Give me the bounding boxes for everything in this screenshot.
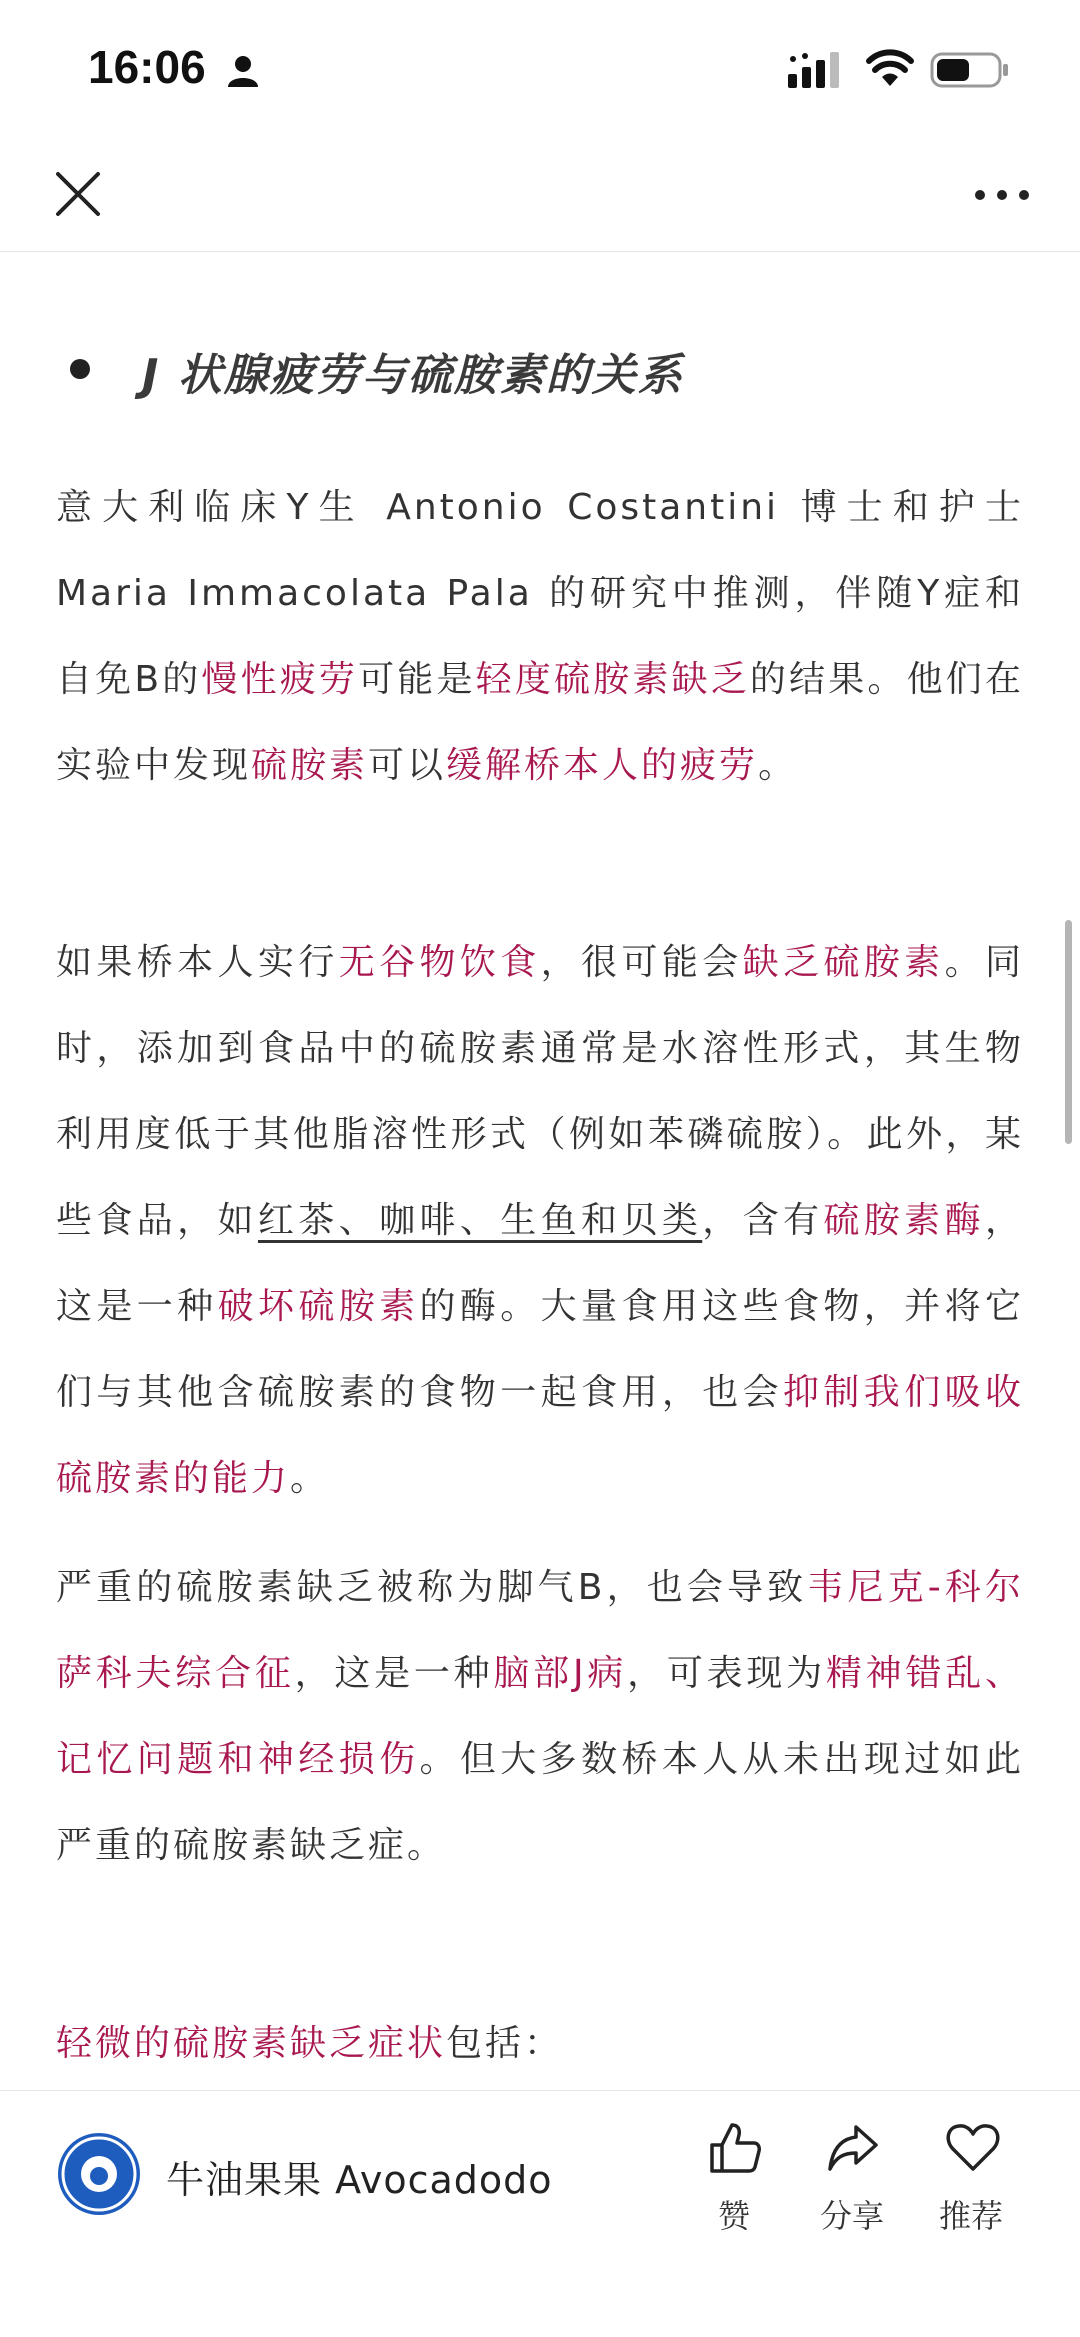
highlight-text: 缺乏硫胺素 (742, 942, 945, 983)
body-text: 。但大多数桥本人从未出现过如此严重的硫胺素缺乏症。 (56, 1739, 1024, 1866)
paragraph-4 (56, 2001, 1024, 2087)
close-button[interactable] (52, 168, 104, 220)
body-text: ，可表现为 (627, 1653, 826, 1694)
share-label: 分享 (819, 2197, 884, 2235)
highlight-text: 精神错乱、记忆问题和神经损伤 (56, 1653, 1024, 1780)
underlined-text: 红茶、咖啡、生鱼和贝类 (257, 1200, 703, 1241)
body-text: 可以 (368, 745, 447, 786)
body-text: 。 (758, 745, 798, 786)
paragraph-2 (56, 920, 1024, 1522)
share-icon (826, 2121, 880, 2175)
heart-icon (945, 2121, 1001, 2175)
battery-icon (930, 52, 1010, 92)
body-text: 。 (290, 1458, 330, 1499)
body-text: 。同时，添加到食品中的硫胺素通常是水溶性形式，其生物利用度低于其他脂溶性形式（例如苯磷硫胺）。此外，某些食品，如 (56, 942, 1024, 1241)
body-text: ，这是一种 (294, 1653, 494, 1694)
status-time: 16:06 (88, 41, 206, 93)
status-bar (0, 0, 1080, 140)
body-text: 严重的硫胺素缺乏被称为脚气B，也会导致 (56, 1567, 808, 1608)
highlight-text: 轻微的硫胺素缺乏症状 (56, 2023, 447, 2064)
highlight-text: 硫胺素 (251, 745, 369, 786)
body-text: 可能是 (358, 659, 476, 700)
bottom-bar (0, 2090, 1080, 2337)
section-heading: J 状腺疲劳与硫胺素的关系 (142, 350, 684, 401)
highlight-text: 韦尼克-科尔萨科夫综合征 (56, 1567, 1024, 1694)
body-text: 包括： (446, 2023, 564, 2064)
signal-icon (788, 52, 846, 92)
body-text: 的结果。他们在实验中发现 (56, 659, 1024, 786)
article-body[interactable] (0, 253, 1080, 2089)
nav-bar (0, 140, 1080, 252)
more-button[interactable] (972, 180, 1032, 210)
highlight-text: 缓解桥本人的疲劳 (446, 745, 759, 786)
like-label: 赞 (717, 2197, 750, 2235)
recommend-button[interactable] (921, 2121, 1021, 2241)
body-text: ，这是一种 (56, 1200, 1024, 1327)
avatar[interactable] (58, 2133, 140, 2215)
body-text: ，很可能会 (540, 942, 743, 983)
share-button[interactable] (802, 2121, 902, 2241)
highlight-text: 硫胺素酶 (823, 1200, 985, 1241)
highlight-text: 无谷物饮食 (338, 942, 541, 983)
bullet-dot (70, 359, 90, 379)
more-icon (972, 180, 1032, 210)
highlight-text: 脑部J病 (493, 1653, 628, 1694)
body-text: 如果桥本人实行 (56, 942, 339, 983)
wifi-icon (866, 48, 914, 92)
avocado-logo-icon (58, 2133, 140, 2215)
close-icon (52, 168, 104, 220)
paragraph-3 (56, 1545, 1024, 1889)
highlight-text: 轻度硫胺素缺乏 (475, 659, 750, 700)
body-text: 意大利临床Y生 Antonio Costantini 博士和护士 Maria Immacolata Pala 的研究中推测，伴随Y症和自免B的 (56, 487, 1024, 700)
author-name[interactable]: 牛油果果 Avocadodo (166, 2158, 553, 2202)
highlight-text: 破坏硫胺素 (217, 1286, 420, 1327)
body-text: ，含有 (702, 1200, 824, 1241)
highlight-text: 慢性疲劳 (201, 659, 359, 700)
paragraph-1 (56, 465, 1024, 809)
highlight-text: 抑制我们吸收硫胺素的能力 (56, 1372, 1024, 1499)
recommend-label: 推荐 (938, 2197, 1003, 2235)
like-button[interactable] (684, 2121, 784, 2241)
like-icon (708, 2121, 762, 2175)
scrollbar[interactable] (1065, 920, 1072, 1144)
person-icon (226, 54, 260, 92)
body-text: 的酶。大量食用这些食物，并将它们与其他含硫胺素的食物一起食用，也会 (56, 1286, 1024, 1413)
